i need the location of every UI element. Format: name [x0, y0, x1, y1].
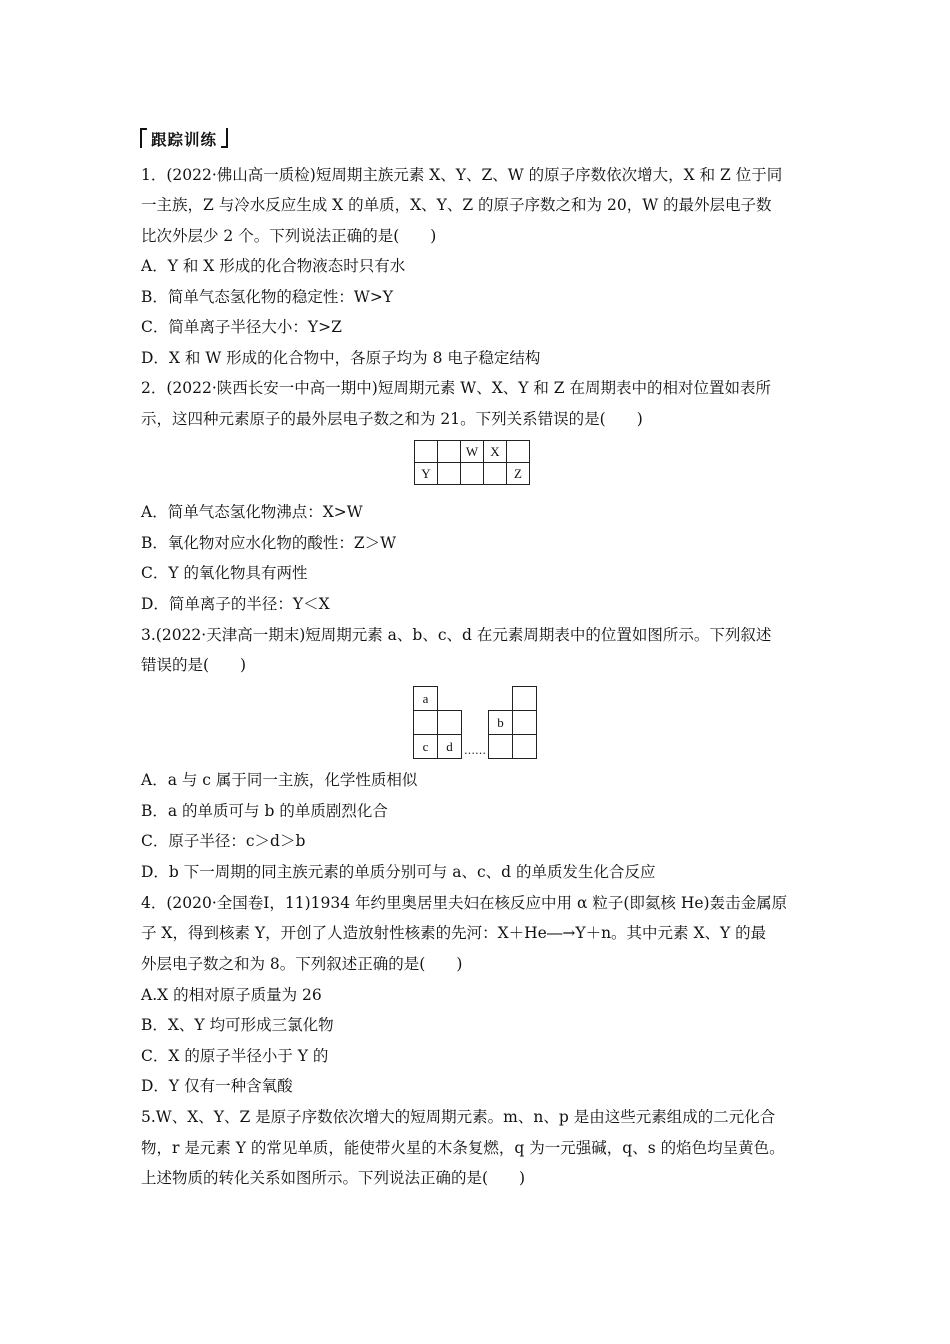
q2-line1: 2．(2022·陕西长安一中高一期中)短周期元素 W、X、Y 和 Z 在周期表中的相对位置如表所 — [141, 379, 772, 397]
table-cell — [484, 463, 507, 485]
q2-option-d: D．简单离子的半径：Y＜X — [141, 595, 330, 613]
table-cell — [415, 441, 438, 463]
cell-empty — [512, 734, 537, 759]
cell-d: d — [437, 734, 462, 759]
q3-option-b: B．a 的单质可与 b 的单质剧烈化合 — [141, 802, 388, 820]
q4-option-c: C．X 的原子半径小于 Y 的 — [141, 1047, 329, 1065]
table-cell: Z — [507, 463, 530, 485]
table-cell: Y — [415, 463, 438, 485]
q3-line2: 错误的是( ) — [141, 656, 247, 674]
cell-c: c — [413, 734, 438, 759]
q3-option-c: C．原子半径：c＞d＞b — [141, 832, 306, 850]
table-cell — [438, 463, 461, 485]
q1-option-c: C．简单离子半径大小：Y>Z — [141, 318, 342, 336]
section-title-text: 跟踪训练 — [151, 131, 218, 149]
q5-line3: 上述物质的转化关系如图所示。下列说法正确的是( ) — [141, 1169, 526, 1187]
periodic-table-fragment-q3 — [413, 686, 543, 758]
table-cell — [507, 441, 530, 463]
q4-line2: 子 X，得到核素 Y，开创了人造放射性核素的先河：X＋He―→Y＋n。其中元素 X、Y 的最 — [141, 924, 767, 942]
table-cell — [461, 463, 484, 485]
q1-line3: 比次外层少 2 个。下列说法正确的是( ) — [141, 227, 437, 245]
q2-line2: 示，这四种元素原子的最外层电子数之和为 21。下列关系错误的是( ) — [141, 410, 643, 428]
q3-option-d: D．b 下一周期的同主族元素的单质分别可与 a、c、d 的单质发生化合反应 — [141, 863, 656, 881]
cell-empty — [437, 710, 462, 735]
q1-line1: 1．(2022·佛山高一质检)短周期主族元素 X、Y、Z、W 的原子序数依次增大，X 和 Z 位于同 — [141, 166, 783, 184]
bracket-right-icon — [221, 128, 228, 148]
q4-option-a: A.X 的相对原子质量为 26 — [141, 986, 322, 1004]
ellipsis: …… — [464, 744, 486, 757]
table-row — [415, 441, 530, 463]
q2-option-a: A．简单气态氢化物沸点：X>W — [141, 503, 363, 521]
cell-empty — [413, 710, 438, 735]
cell-empty — [488, 734, 513, 759]
q2-option-c: C．Y 的氧化物具有两性 — [141, 564, 308, 582]
table-row — [415, 463, 530, 485]
q5-line1: 5.W、X、Y、Z 是原子序数依次增大的短周期元素。m、n、p 是由这些元素组成的二元化合 — [141, 1108, 776, 1126]
q2-option-b: B．氧化物对应水化物的酸性：Z＞W — [141, 534, 397, 552]
q1-option-a: A．Y 和 X 形成的化合物液态时只有水 — [141, 257, 406, 275]
q4-option-b: B．X、Y 均可形成三氯化物 — [141, 1016, 334, 1034]
q3-option-a: A．a 与 c 属于同一主族，化学性质相似 — [141, 771, 418, 789]
q4-line3: 外层电子数之和为 8。下列叙述正确的是( ) — [141, 955, 463, 973]
q5-line2: 物，r 是元素 Y 的常见单质，能使带火星的木条复燃，q 为一元强碱，q、s 的焰色均呈黄色。 — [141, 1139, 785, 1157]
q3-line1: 3.(2022·天津高一期末)短周期元素 a、b、c、d 在元素周期表中的位置如图所示。下列叙述 — [141, 626, 772, 644]
q1-line2: 一主族，Z 与冷水反应生成 X 的单质，X、Y、Z 的原子序数之和为 20，W 的最外层电子数 — [141, 196, 772, 214]
table-cell: W — [461, 441, 484, 463]
cell-a: a — [413, 686, 438, 711]
q4-line1: 4．(2020·全国卷Ⅰ，11)1934 年约里奥居里夫妇在核反应中用 α 粒子(即氦核 He)轰击金属原 — [141, 894, 788, 912]
section-title — [140, 128, 228, 150]
cell-b: b — [488, 710, 513, 735]
q4-option-d: D．Y 仅有一种含氧酸 — [141, 1077, 293, 1095]
bracket-left-icon — [140, 128, 147, 148]
table-cell: X — [484, 441, 507, 463]
periodic-table-fragment-q2 — [414, 440, 530, 485]
q1-option-b: B．简单气态氢化物的稳定性：W>Y — [141, 288, 394, 306]
cell-empty — [512, 686, 537, 711]
table-cell — [438, 441, 461, 463]
cell-empty — [512, 710, 537, 735]
q1-option-d: D．X 和 W 形成的化合物中，各原子均为 8 电子稳定结构 — [141, 349, 541, 367]
